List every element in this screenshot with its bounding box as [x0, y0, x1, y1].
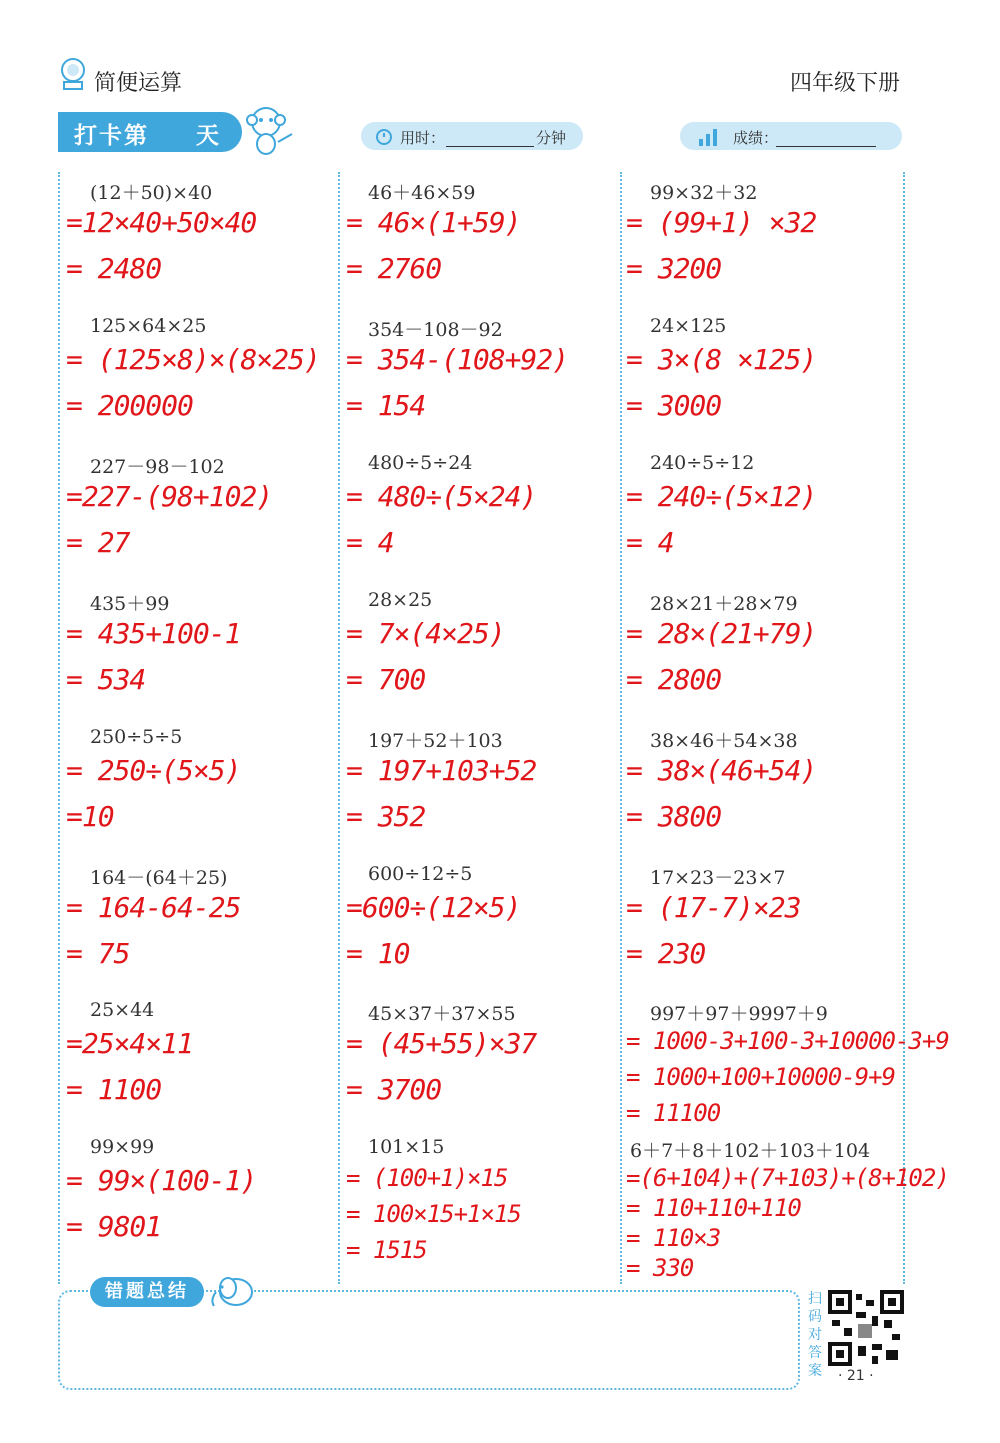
handwritten-step: =10: [66, 800, 114, 833]
handwritten-step: = 352: [346, 800, 426, 833]
problem-expression: 240÷5÷12: [650, 452, 755, 474]
problem-expression: 250÷5÷5: [90, 726, 183, 748]
monkey-icon: [238, 100, 298, 160]
handwritten-step: = 3000: [626, 389, 722, 422]
column-divider-1: [338, 172, 340, 1284]
handwritten-step: = 354-(108+92): [346, 343, 569, 376]
problem-expression: 600÷12÷5: [368, 863, 473, 885]
column-border-right: [903, 172, 905, 1284]
handwritten-step: = 164-64-25: [66, 891, 241, 924]
handwritten-step: = 27: [66, 526, 130, 559]
time-blank: [446, 146, 534, 147]
handwritten-step: = 1515: [346, 1236, 427, 1264]
problem-expression: 101×15: [368, 1136, 445, 1158]
page-number: · 21 ·: [838, 1368, 874, 1384]
handwritten-step: = 2800: [626, 663, 722, 696]
handwritten-step: = 230: [626, 937, 706, 970]
time-unit: 分钟: [536, 129, 567, 147]
handwritten-step: = (125×8)×(8×25): [66, 343, 320, 376]
handwritten-step: = 11100: [626, 1099, 721, 1127]
handwritten-step: = 330: [626, 1254, 694, 1282]
handwritten-step: =600÷(12×5): [346, 891, 521, 924]
column-divider-2: [620, 172, 622, 1284]
time-label: 用时：: [400, 129, 446, 147]
mistake-summary-label: 错题总结: [90, 1277, 204, 1307]
checkin-day-label: 天: [196, 123, 219, 149]
handwritten-step: =12×40+50×40: [66, 206, 257, 239]
handwritten-step: = 3700: [346, 1073, 442, 1106]
handwritten-step: = 4: [626, 526, 674, 559]
problem-expression: (12＋50)×40: [90, 182, 213, 204]
handwritten-step: = 534: [66, 663, 146, 696]
handwritten-step: = 7×(4×25): [346, 617, 505, 650]
handwritten-step: = (100+1)×15: [346, 1164, 508, 1192]
handwritten-step: = 700: [346, 663, 426, 696]
handwritten-step: = 100×15+1×15: [346, 1200, 521, 1228]
problem-expression: 25×44: [90, 999, 155, 1021]
handwritten-step: = 240÷(5×12): [626, 480, 817, 513]
problem-expression: 24×125: [650, 315, 727, 337]
handwritten-step: = 1000-3+100-3+10000-3+9: [626, 1027, 949, 1055]
score-blank: [776, 146, 876, 147]
handwritten-step: = (17-7)×23: [626, 891, 801, 924]
problem-expression: 6＋7＋8＋102＋103＋104: [630, 1140, 871, 1162]
handwritten-step: =25×4×11: [66, 1027, 193, 1060]
handwritten-step: = 99×(100-1): [66, 1164, 257, 1197]
problem-expression: 197＋52＋103: [368, 730, 503, 752]
handwritten-step: = 435+100-1: [66, 617, 241, 650]
chart-icon: [696, 124, 720, 148]
problem-expression: 28×25: [368, 589, 433, 611]
handwritten-step: = 9801: [66, 1210, 162, 1243]
handwritten-step: = 250÷(5×5): [66, 754, 241, 787]
handwritten-step: = 197+103+52: [346, 754, 537, 787]
problem-expression: 125×64×25: [90, 315, 207, 337]
elephant-icon: [206, 1270, 260, 1310]
problem-expression: 354－108－92: [368, 319, 503, 341]
handwritten-step: = 200000: [66, 389, 193, 422]
handwritten-step: = 28×(21+79): [626, 617, 817, 650]
handwritten-step: = 110×3: [626, 1224, 721, 1252]
handwritten-step: = 46×(1+59): [346, 206, 521, 239]
scan-answer-label: 扫码对答案: [808, 1291, 822, 1379]
handwritten-step: = 2760: [346, 252, 442, 285]
handwritten-step: = 4: [346, 526, 394, 559]
problem-expression: 164－(64＋25): [90, 867, 228, 889]
handwritten-step: = 1100: [66, 1073, 162, 1106]
handwritten-step: = 75: [66, 937, 130, 970]
problem-expression: 99×32＋32: [650, 182, 758, 204]
problem-expression: 45×37＋37×55: [368, 1003, 516, 1025]
handwritten-step: = 2480: [66, 252, 162, 285]
handwritten-step: =227-(98+102): [66, 480, 273, 513]
handwritten-step: = 38×(46+54): [626, 754, 817, 787]
problem-expression: 227－98－102: [90, 456, 225, 478]
problem-expression: 17×23－23×7: [650, 867, 786, 889]
qr-code-icon[interactable]: [828, 1290, 904, 1366]
problem-expression: 28×21＋28×79: [650, 593, 798, 615]
grade-label: 四年级下册: [789, 71, 900, 96]
problem-expression: 480÷5÷24: [368, 452, 473, 474]
problem-expression: 99×99: [90, 1136, 155, 1158]
problem-expression: 46＋46×59: [368, 182, 476, 204]
column-border-left: [58, 172, 60, 1284]
score-label: 成绩：: [733, 129, 779, 147]
handwritten-step: = (99+1) ×32: [626, 206, 817, 239]
handwritten-step: = 1000+100+10000-9+9: [626, 1063, 895, 1091]
page-title: 简便运算: [94, 71, 183, 96]
handwritten-step: = 3×(8 ×125): [626, 343, 817, 376]
problem-expression: 997＋97＋9997＋9: [650, 1003, 828, 1025]
handwritten-step: = 154: [346, 389, 426, 422]
problem-expression: 435＋99: [90, 593, 170, 615]
checkin-label: 打卡第: [74, 123, 149, 149]
problem-expression: 38×46＋54×38: [650, 730, 798, 752]
handwritten-step: = 10: [346, 937, 410, 970]
handwritten-step: = (45+55)×37: [346, 1027, 537, 1060]
handwritten-step: = 3800: [626, 800, 722, 833]
clock-icon: [374, 126, 394, 146]
handwritten-step: =(6+104)+(7+103)+(8+102): [626, 1164, 949, 1192]
handwritten-step: = 480÷(5×24): [346, 480, 537, 513]
handwritten-step: = 110+110+110: [626, 1194, 801, 1222]
handwritten-step: = 3200: [626, 252, 722, 285]
lion-logo-icon: [58, 56, 88, 90]
